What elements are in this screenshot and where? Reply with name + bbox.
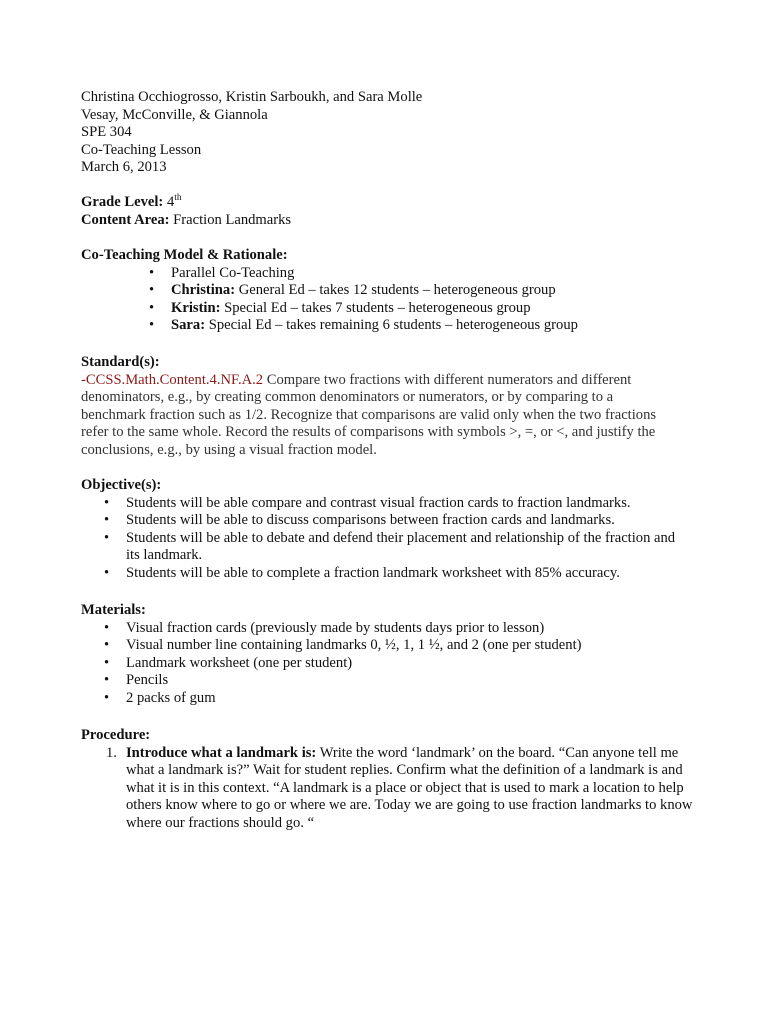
list-item: • Landmark worksheet (one per student) — [126, 655, 686, 673]
course-line: SPE 304 — [81, 124, 132, 141]
model-section — [81, 247, 681, 335]
list-item: • Students will be able to discuss comparisons between fraction cards and landmarks. — [126, 512, 686, 530]
grade-level-label: Grade Level: — [81, 194, 164, 210]
procedure-heading: Procedure: — [81, 727, 151, 743]
objectives-list — [126, 495, 686, 583]
list-item: • 2 packs of gum — [126, 690, 686, 708]
materials-list — [126, 620, 686, 708]
list-item: • Parallel Co-Teaching — [171, 265, 681, 283]
standard-text: Compare two fractions with different numerators and different denominators, e.g., by creating common denominators or numerators, or by comparing to a benchmark fraction such as 1/2. Recognize that comparisons are valid only when the two fractions refer to the same whole. Record the results of comparisons with symbols >, =, or <, and justify the conclusions, e.g., by using a visual fraction model. — [81, 371, 657, 458]
objectives-heading: Objective(s): — [81, 477, 162, 493]
content-area — [81, 212, 681, 230]
list-item: • Sara: Special Ed – takes remaining 6 students – heterogeneous group — [171, 317, 681, 335]
list-item: • Pencils — [126, 672, 686, 690]
step-title: Introduce what a landmark is: — [126, 744, 317, 761]
list-item: • Students will be able compare and contrast visual fraction cards to fraction landmarks. — [126, 495, 686, 513]
standards-body — [81, 372, 681, 460]
list-item: • Students will be able to debate and defend their placement and relationship of the fraction and its landmark. — [126, 530, 686, 565]
standards-heading: Standard(s): — [81, 354, 160, 370]
standard-code-link[interactable]: -CCSS.Math.Content.4.NF.A.2 — [81, 371, 264, 388]
authors-line: Christina Occhiogrosso, Kristin Sarboukh, and Sara Molle — [81, 89, 423, 105]
list-item: • Christina: General Ed – takes 12 students – heterogeneous group — [171, 282, 681, 300]
lesson-title: Co-Teaching Lesson — [81, 141, 202, 158]
list-item: • Students will be able to complete a fraction landmark worksheet with 85% accuracy. — [126, 565, 686, 583]
grade-level — [81, 194, 681, 212]
step-body — [126, 745, 696, 833]
lesson-date: March 6, 2013 — [81, 159, 167, 176]
step-number: 1. — [106, 744, 117, 761]
list-item: • Kristin: Special Ed – takes 7 students – heterogeneous group — [171, 300, 681, 318]
list-item: • Visual number line containing landmarks 0, ½, 1, 1 ½, and 2 (one per student) — [126, 637, 686, 655]
procedure-section — [81, 727, 693, 833]
step-text: Write the word ‘landmark’ on the board. “Can anyone tell me what a landmark is?” Wait for student replies. Confirm what the definition of a landmark is and what it is in this context. “A landmark is a place or object that is used to mark a location to help others know where to go or where we are. Today we are going to use fraction landmarks to know where our fractions should go. “ — [126, 744, 693, 831]
content-area-label: Content Area: — [81, 211, 170, 228]
document-header — [81, 89, 422, 177]
standards-section — [81, 354, 681, 460]
model-heading: Co-Teaching Model & Rationale: — [81, 247, 288, 263]
objectives-section — [81, 477, 681, 583]
instructors-line: Vesay, McConville, & Giannola — [81, 106, 268, 123]
model-list — [171, 265, 681, 335]
list-item: • Visual fraction cards (previously made by students days prior to lesson) — [126, 620, 686, 638]
materials-heading: Materials: — [81, 602, 146, 618]
grade-level-value: 4 — [166, 194, 175, 210]
grade-level-suffix: th — [174, 193, 182, 203]
content-area-value: Fraction Landmarks — [173, 211, 292, 228]
procedure-step — [81, 744, 693, 833]
materials-section — [81, 602, 681, 708]
grade-content-section — [81, 194, 681, 229]
